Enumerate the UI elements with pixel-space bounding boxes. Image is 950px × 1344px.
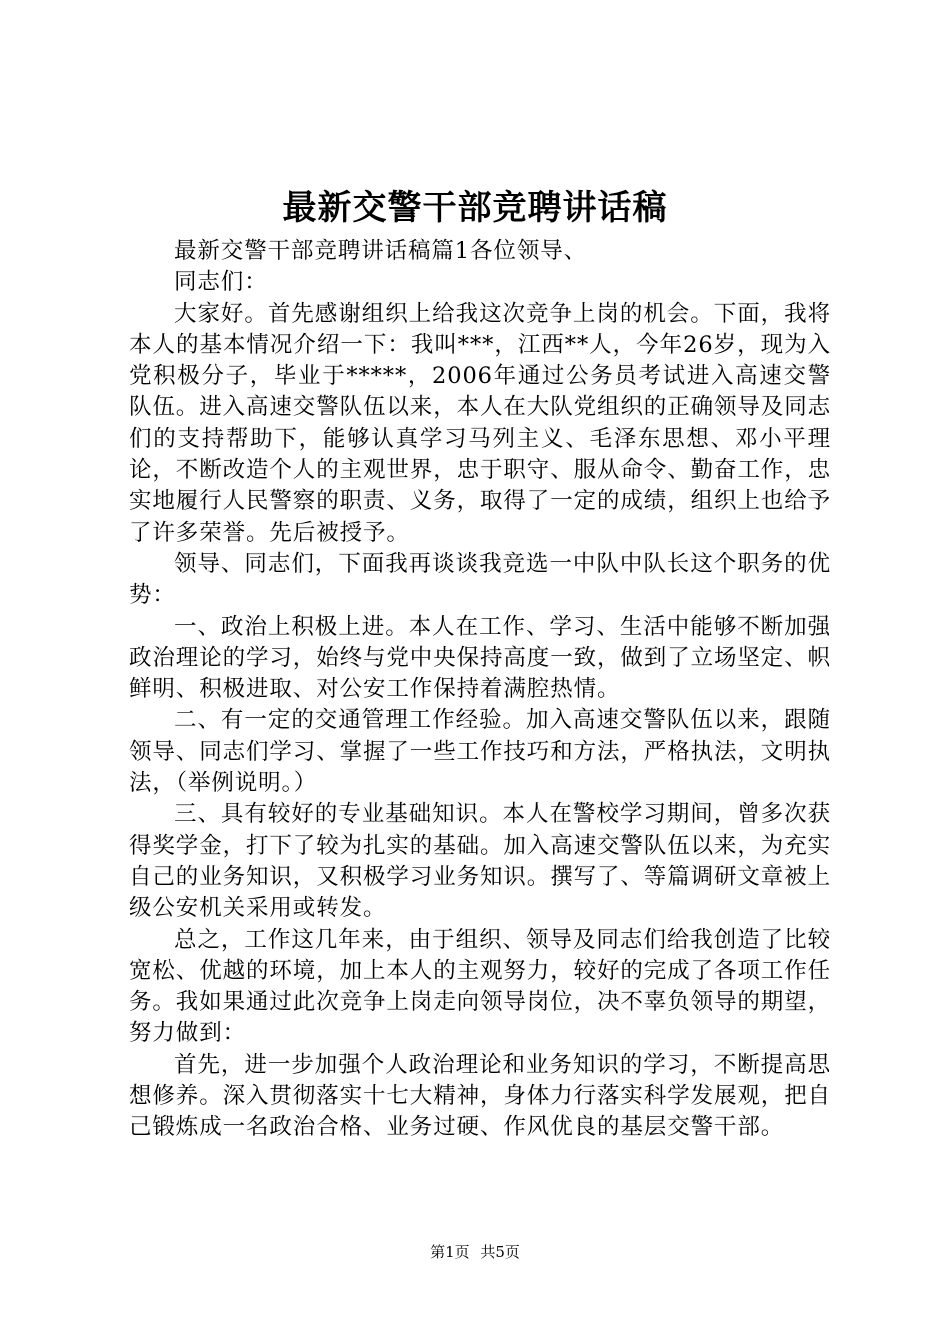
page-total: 共5页 xyxy=(480,1243,520,1261)
paragraph-9: 首先，进一步加强个人政治理论和业务知识的学习，不断提高思想修养。深入贯彻落实十七大精神，身体力行落实科学发展观，把自己锻炼成一名政治合格、业务过硬、作风优良的基层交警干部。 xyxy=(129,1051,832,1141)
paragraph-2: 同志们： xyxy=(174,269,268,296)
paragraph-6: 二、有一定的交通管理工作经验。加入高速交警队伍以来，跟随领导、同志们学习、掌握了一些工作技巧和方法，严格执法，文明执法，（举例说明。） xyxy=(129,707,832,797)
page-footer xyxy=(0,1241,950,1263)
document-title: 最新交警干部竞聘讲话稿 xyxy=(282,188,668,228)
paragraph-5: 一、政治上积极上进。本人在工作、学习、生活中能够不断加强政治理论的学习，始终与党中央保持高度一致，做到了立场坚定、帜鲜明、积极进取、对公安工作保持着满腔热情。 xyxy=(129,613,832,703)
page-number: 第1页 xyxy=(430,1243,470,1261)
paragraph-3: 大家好。首先感谢组织上给我这次竞争上岗的机会。下面，我将本人的基本情况介绍一下：我叫***，江西**人，今年26岁，现为入党积极分子，毕业于*****，2006年通过公务员考试进入高速交警队伍。进入高速交警队伍以来，本人在大队党组织的正确领导及同志们的支持帮助下，能够认真学习马列主义、毛泽东思想、邓小平理论，不断改造个人的主观世界，忠于职守、服从命令、勤奋工作，忠实地履行人民警察的职责、义务，取得了一定的成绩，组织上也给予了许多荣誉。先后被授予。 xyxy=(129,300,832,546)
paragraph-8: 总之，工作这几年来，由于组织、领导及同志们给我创造了比较宽松、优越的环境，加上本人的主观努力，较好的完成了各项工作任务。我如果通过此次竞争上岗走向领导岗位，决不辜负领导的期望，努力做到： xyxy=(129,926,832,1047)
paragraph-1: 最新交警干部竞聘讲话稿篇1各位领导、 xyxy=(174,238,588,264)
document-body xyxy=(129,236,831,1144)
paragraph-4: 领导、同志们，下面我再谈谈我竞选一中队中队长这个职务的优势： xyxy=(129,550,831,609)
paragraph-7: 三、具有较好的专业基础知识。本人在警校学习期间，曾多次获得奖学金，打下了较为扎实的基础。加入高速交警队伍以来，为充实自己的业务知识，又积极学习业务知识。撰写了、等篇调研文章被上级公安机关采用或转发。 xyxy=(129,801,832,922)
